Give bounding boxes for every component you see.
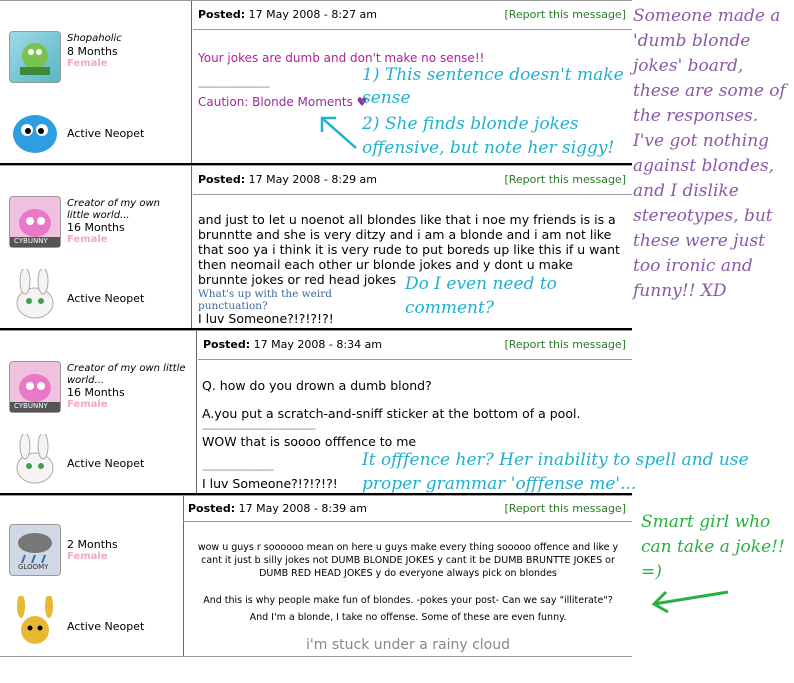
side-note: Someone made a 'dumb blonde jokes' board, these are some of the responses. I've got nothing against blondes, and I dislike stereotypes, but these were just too ironic and funny!! XD [633,6,786,301]
pet-label: Active Neopet [67,292,145,305]
post-body: wow u guys r soooooo mean on here u guys make every thing sooooo offence and like y cant it just b silly jokes not DUMB BLONDE JOKES y cant it be DUMB BRUNTTE JOKES or DUMB RED HEAD JOKES y do everyone always pick on blondes [197,542,619,579]
note-1b: sense [362,88,411,108]
author-panel [3,166,192,328]
report-link[interactable]: [Report this message] [504,338,626,351]
posted-date: 17 May 2008 - 8:39 am [238,502,368,515]
note-2b: offensive, but note her siggy! [362,138,615,158]
avatar[interactable] [9,524,61,576]
post-line-3: And I'm a blonde, I take no offense. Some of these are even funny. [249,612,567,623]
avatar-caption: CYBUNNY [14,237,48,245]
report-link[interactable]: [Report this message] [504,8,626,21]
pet-label: Active Neopet [67,127,145,140]
account-age: 16 Months [67,386,125,399]
avatar[interactable] [9,196,61,248]
posted-label: Posted: [198,8,246,21]
divider: -------------------------------------- [202,422,315,435]
avatar[interactable] [9,361,61,413]
post-header [198,331,632,360]
avatar-caption: CYBUNNY [14,402,48,410]
posted-date: 17 May 2008 - 8:34 am [253,338,383,351]
yellow-pet-icon [9,596,61,652]
note-3: Do I even need to comment? [405,274,557,318]
blue-pet-icon [9,104,61,156]
gender: Female [67,234,108,245]
signature: i'm stuck under a rainy cloud [306,637,510,653]
note-1a: 1) This sentence doesn't make [362,65,624,85]
gender: Female [67,551,108,562]
pet-image[interactable] [9,104,61,156]
post-line-2: And this is why people make fun of blondes. -pokes your post- Can we say "illiterate"? [203,595,613,606]
pet-label: Active Neopet [67,620,145,633]
post-line-3: WOW that is soooo offfence to me [202,434,417,449]
username[interactable]: Shopaholic [67,33,122,44]
note-2a: 2) She finds blonde jokes [362,114,579,134]
avatar-caption: GLOOMY [18,563,49,571]
author-panel [3,331,197,493]
post-line-1: Q. how do you drown a dumb blond? [202,378,432,393]
post-4 [0,495,632,657]
posted-label: Posted: [203,338,251,351]
sig-link[interactable]: What's up with the weird punctuation? [198,288,332,312]
post-header [193,166,632,195]
account-age: 16 Months [67,221,125,234]
note-4b: proper grammar 'offfense me'... [362,474,637,494]
divider: ------------------------ [198,80,270,93]
posted-label: Posted: [198,173,246,186]
username[interactable]: Creator of my own little world... [67,198,160,221]
turtle-avatar-icon [10,32,60,82]
pet-label: Active Neopet [67,457,145,470]
white-bunny-pet-icon [9,269,61,321]
post-header [183,496,632,522]
post-line-2: A.you put a scratch-and-sniff sticker at the bottom of a pool. [202,406,581,421]
post-header [193,1,632,30]
avatar[interactable] [9,31,61,83]
author-panel [3,1,192,163]
account-age: 2 Months [67,538,118,551]
report-link[interactable]: [Report this message] [504,502,626,515]
pet-image[interactable] [9,434,61,486]
post-body: and just to let u noenot all blondes like that i noe my friends is is a brunntte and she is very ditzy and i am a blonde and i am not like that soo ya i think it is very rude to put boreds up like this if u want then neomail each other ur blonde jokes and y dont u make brunnte jokes or red head jokes [198,212,620,287]
signature: I luv Someone?!?!?!?! [202,476,338,491]
account-age: 8 Months [67,45,118,58]
author-panel [3,496,184,656]
divider: ------------------------ [202,463,274,476]
posted-label: Posted: [188,502,236,515]
arrow-icon [316,112,366,154]
white-bunny-pet-icon [9,434,61,486]
post-3 [0,330,632,495]
pet-image[interactable] [9,269,61,321]
username[interactable]: Creator of my own little world... [67,363,186,386]
signature: Caution: Blonde Moments ♥ [198,95,368,109]
arrow-icon [648,586,732,616]
posted-date: 17 May 2008 - 8:29 am [248,173,378,186]
gender: Female [67,58,108,69]
signature: I luv Someone?!?!?!?! [198,311,334,326]
note-5: Smart girl who can take a joke!! =) [641,512,785,582]
note-4a: It offfence her? Her inability to spell and use [362,450,749,470]
post-body: Your jokes are dumb and don't make no sense!! [198,51,485,65]
pet-image[interactable] [9,596,61,652]
report-link[interactable]: [Report this message] [504,173,626,186]
posted-date: 17 May 2008 - 8:27 am [248,8,378,21]
gender: Female [67,399,108,410]
